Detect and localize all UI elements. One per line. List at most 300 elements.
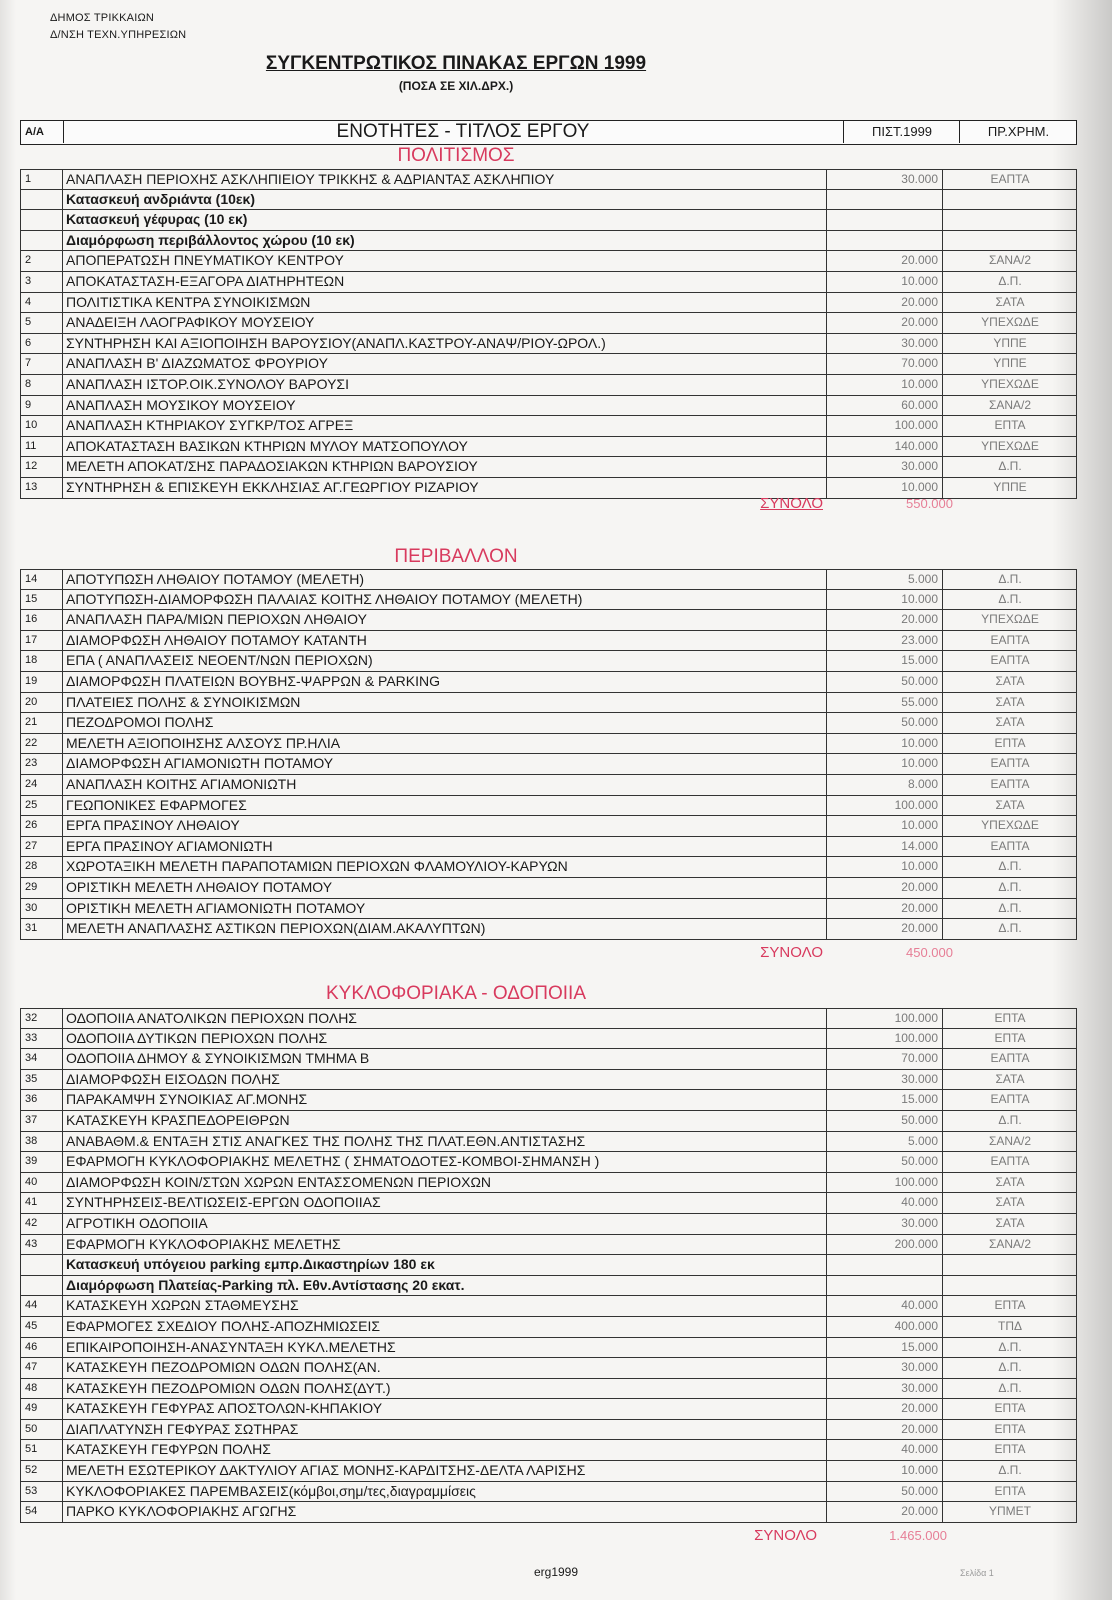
table-row bbox=[20, 1502, 1077, 1523]
table-row bbox=[20, 416, 1077, 437]
table-row bbox=[20, 878, 1077, 899]
table-row bbox=[20, 1482, 1077, 1503]
row-funding-source bbox=[942, 231, 1077, 251]
org-line-1: ΔΗΜΟΣ ΤΡΙΚΚΑΙΩΝ bbox=[50, 12, 155, 24]
row-title: Κατασκευή υπόγειου parking εμπρ.Δικαστηρίων 180 εκ bbox=[66, 1256, 435, 1273]
row-credit: 10.000 bbox=[826, 754, 942, 774]
row-number: 23 bbox=[21, 754, 63, 774]
row-funding-source: ΣΑΤΑ bbox=[942, 693, 1077, 713]
row-number: 12 bbox=[21, 457, 63, 477]
section-rows-perivallon bbox=[20, 569, 1077, 940]
row-title: ΜΕΛΕΤΗ ΕΣΩΤΕΡΙΚΟΥ ΔΑΚΤΥΛΙΟΥ ΑΓΙΑΣ ΜΟΝΗΣ-ΚΑΡΔΙΤΣΗΣ-ΔΕΛΤΑ ΛΑΡΙΣΗΣ bbox=[66, 1462, 586, 1479]
header-pist: ΠΙΣΤ.1999 bbox=[843, 121, 960, 143]
row-credit: 100.000 bbox=[826, 1029, 942, 1049]
row-credit: 20.000 bbox=[826, 878, 942, 898]
row-funding-source: ΕΑΠΤΑ bbox=[942, 837, 1077, 857]
row-credit: 30.000 bbox=[826, 1214, 942, 1234]
row-funding-source: ΥΠΕΧΩΔΕ bbox=[942, 437, 1077, 457]
table-header bbox=[20, 120, 1077, 145]
row-title: ΠΑΡΑΚΑΜΨΗ ΣΥΝΟΙΚΙΑΣ ΑΓ.ΜΟΝΗΣ bbox=[66, 1091, 308, 1108]
row-number: 5 bbox=[21, 313, 63, 333]
table-row bbox=[20, 1399, 1077, 1420]
row-credit: 30.000 bbox=[826, 1379, 942, 1399]
row-number: 37 bbox=[21, 1111, 63, 1131]
row-credit: 10.000 bbox=[826, 590, 942, 610]
row-credit: 40.000 bbox=[826, 1193, 942, 1213]
row-title: ΚΑΤΑΣΚΕΥΗ ΚΡΑΣΠΕΔΟΡΕΙΘΡΩΝ bbox=[66, 1111, 290, 1128]
row-credit: 20.000 bbox=[826, 1420, 942, 1440]
row-number: 43 bbox=[21, 1235, 63, 1255]
table-row bbox=[20, 1420, 1077, 1441]
table-row bbox=[20, 754, 1077, 775]
row-credit: 50.000 bbox=[826, 1482, 942, 1502]
row-title: Διαμόρφωση Πλατείας-Parking πλ. Εθν.Αντίστασης 20 εκατ. bbox=[66, 1276, 465, 1293]
table-row bbox=[20, 1317, 1077, 1338]
row-number: 54 bbox=[21, 1502, 63, 1522]
row-number: 39 bbox=[21, 1152, 63, 1172]
row-credit bbox=[826, 210, 942, 230]
row-credit: 50.000 bbox=[826, 713, 942, 733]
row-number: 7 bbox=[21, 354, 63, 374]
row-title: ΑΠΟΚΑΤΑΣΤΑΣΗ-ΕΞΑΓΟΡΑ ΔΙΑΤΗΡΗΤΕΩΝ bbox=[66, 272, 345, 289]
row-title: ΔΙΑΠΛΑΤΥΝΣΗ ΓΕΦΥΡΑΣ ΣΩΤΗΡΑΣ bbox=[66, 1420, 299, 1437]
table-row bbox=[20, 1029, 1077, 1050]
row-credit: 70.000 bbox=[826, 354, 942, 374]
header-aa: Α/Α bbox=[25, 126, 44, 138]
row-credit: 10.000 bbox=[826, 272, 942, 292]
table-row bbox=[20, 1008, 1077, 1029]
row-funding-source bbox=[942, 210, 1077, 230]
row-credit bbox=[826, 231, 942, 251]
row-title: ΕΡΓΑ ΠΡΑΣΙΝΟΥ ΑΓΙΑΜΟΝΙΩΤΗ bbox=[66, 837, 273, 854]
row-funding-source: ΣΑΝΑ/2 bbox=[942, 1235, 1077, 1255]
row-funding-source: ΣΑΤΑ bbox=[942, 293, 1077, 313]
row-credit: 20.000 bbox=[826, 251, 942, 271]
row-funding-source: ΣΑΤΑ bbox=[942, 1070, 1077, 1090]
row-number: 18 bbox=[21, 651, 63, 671]
row-title: ΚΑΤΑΣΚΕΥΗ ΠΕΖΟΔΡΟΜΙΩΝ ΟΔΩΝ ΠΟΛΗΣ(ΑΝ. bbox=[66, 1359, 381, 1376]
row-funding-source: ΣΑΤΑ bbox=[942, 1214, 1077, 1234]
row-number: 34 bbox=[21, 1049, 63, 1069]
row-funding-source: Δ.Π. bbox=[942, 590, 1077, 610]
row-number: 24 bbox=[21, 775, 63, 795]
row-number bbox=[21, 190, 63, 210]
row-title: ΜΕΛΕΤΗ ΑΝΑΠΛΑΣΗΣ ΑΣΤΙΚΩΝ ΠΕΡΙΟΧΩΝ(ΔΙΑΜ.ΑΚΑΛΥΠΤΩΝ) bbox=[66, 920, 486, 937]
section-rows-politismos bbox=[20, 169, 1077, 499]
row-credit: 20.000 bbox=[826, 313, 942, 333]
row-title: ΑΝΑΠΛΑΣΗ ΚΤΗΡΙΑΚΟΥ ΣΥΓΚΡ/ΤΟΣ ΑΓΡΕΞ bbox=[66, 417, 354, 434]
row-credit: 50.000 bbox=[826, 672, 942, 692]
table-row bbox=[20, 857, 1077, 878]
row-funding-source: ΕΠΤΑ bbox=[942, 1296, 1077, 1316]
row-credit: 10.000 bbox=[826, 478, 942, 498]
row-funding-source: ΕΑΠΤΑ bbox=[942, 631, 1077, 651]
row-credit: 400.000 bbox=[826, 1317, 942, 1337]
table-row bbox=[20, 775, 1077, 796]
row-title: ΑΠΟΤΥΠΩΣΗ-ΔΙΑΜΟΡΦΩΣΗ ΠΑΛΑΙΑΣ ΚΟΙΤΗΣ ΛΗΘΑΙΟΥ ΠΟΤΑΜΟΥ (ΜΕΛΕΤΗ) bbox=[66, 590, 583, 607]
row-number bbox=[21, 210, 63, 230]
row-credit: 50.000 bbox=[826, 1111, 942, 1131]
row-title: ΣΥΝΤΗΡΗΣΗ ΚΑΙ ΑΞΙΟΠΟΙΗΣΗ ΒΑΡΟΥΣΙΟΥ(ΑΝΑΠΛ.ΚΑΣΤΡΟΥ-ΑΝΑΨ/ΡΙΟΥ-ΩΡΟΛ.) bbox=[66, 334, 606, 351]
table-row bbox=[20, 1358, 1077, 1379]
row-credit: 20.000 bbox=[826, 919, 942, 939]
table-row bbox=[20, 272, 1077, 293]
row-credit: 200.000 bbox=[826, 1235, 942, 1255]
row-number: 29 bbox=[21, 878, 63, 898]
header-title: ΕΝΟΤΗΤΕΣ - ΤΙΤΛΟΣ ΕΡΓΟΥ bbox=[336, 121, 590, 142]
table-row bbox=[20, 293, 1077, 314]
table-row bbox=[20, 231, 1077, 252]
table-row bbox=[20, 1049, 1077, 1070]
table-row bbox=[20, 569, 1077, 590]
document-title: ΣΥΓΚΕΝΤΡΩΤΙΚΟΣ ΠΙΝΑΚΑΣ ΕΡΓΩΝ 1999 bbox=[265, 53, 647, 74]
row-credit: 14.000 bbox=[826, 837, 942, 857]
row-number: 30 bbox=[21, 899, 63, 919]
table-row bbox=[20, 1276, 1077, 1297]
row-title: ΑΝΑΠΛΑΣΗ ΚΟΙΤΗΣ ΑΓΙΑΜΟΝΙΩΤΗ bbox=[66, 775, 297, 792]
table-row bbox=[20, 590, 1077, 611]
row-number: 38 bbox=[21, 1132, 63, 1152]
row-number: 2 bbox=[21, 251, 63, 271]
row-credit: 30.000 bbox=[826, 1070, 942, 1090]
row-number: 41 bbox=[21, 1193, 63, 1213]
section-rows-kykloforiaka bbox=[20, 1008, 1077, 1523]
row-number: 21 bbox=[21, 713, 63, 733]
document-subtitle: (ΠΟΣΑ ΣΕ ΧΙΛ.ΔΡΧ.) bbox=[398, 79, 514, 93]
row-number: 42 bbox=[21, 1214, 63, 1234]
total-value: 450.000 bbox=[906, 945, 953, 960]
row-credit: 10.000 bbox=[826, 1461, 942, 1481]
table-row bbox=[20, 313, 1077, 334]
row-funding-source: ΕΑΠΤΑ bbox=[942, 651, 1077, 671]
row-title: ΧΩΡΟΤΑΞΙΚΗ ΜΕΛΕΤΗ ΠΑΡΑΠΟΤΑΜΙΩΝ ΠΕΡΙΟΧΩΝ ΦΛΑΜΟΥΛΙΟΥ-ΚΑΡΥΩΝ bbox=[66, 858, 568, 875]
row-number: 8 bbox=[21, 375, 63, 395]
row-credit: 55.000 bbox=[826, 693, 942, 713]
row-number: 10 bbox=[21, 416, 63, 436]
row-funding-source: Δ.Π. bbox=[942, 1379, 1077, 1399]
row-number: 28 bbox=[21, 857, 63, 877]
row-funding-source: ΕΠΤΑ bbox=[942, 1009, 1077, 1028]
footer-file-name: erg1999 bbox=[533, 1565, 579, 1579]
row-number: 47 bbox=[21, 1358, 63, 1378]
row-number: 48 bbox=[21, 1379, 63, 1399]
table-row bbox=[20, 1461, 1077, 1482]
row-funding-source: Δ.Π. bbox=[942, 857, 1077, 877]
row-credit: 30.000 bbox=[826, 170, 942, 189]
row-credit: 30.000 bbox=[826, 457, 942, 477]
footer-page-mark: Σελίδα 1 bbox=[960, 1568, 994, 1578]
row-title: ΕΦΑΡΜΟΓΗ ΚΥΚΛΟΦΟΡΙΑΚΗΣ ΜΕΛΕΤΗΣ bbox=[66, 1235, 341, 1252]
table-row bbox=[20, 693, 1077, 714]
row-title: ΣΥΝΤΗΡΗΣΕΙΣ-ΒΕΛΤΙΩΣΕΙΣ-ΕΡΓΩΝ ΟΔΟΠΟΙΙΑΣ bbox=[66, 1194, 381, 1211]
row-credit: 10.000 bbox=[826, 816, 942, 836]
row-funding-source: ΕΠΤΑ bbox=[942, 734, 1077, 754]
table-row bbox=[20, 1338, 1077, 1359]
row-number: 50 bbox=[21, 1420, 63, 1440]
table-row bbox=[20, 610, 1077, 631]
row-number: 1 bbox=[21, 170, 63, 189]
table-row bbox=[20, 1440, 1077, 1461]
row-title: ΜΕΛΕΤΗ ΑΞΙΟΠΟΙΗΣΗΣ ΑΛΣΟΥΣ ΠΡ.ΗΛΙΑ bbox=[66, 734, 341, 751]
table-row bbox=[20, 1193, 1077, 1214]
row-credit: 15.000 bbox=[826, 651, 942, 671]
row-funding-source: Δ.Π. bbox=[942, 1338, 1077, 1358]
row-number: 35 bbox=[21, 1070, 63, 1090]
table-row bbox=[20, 631, 1077, 652]
row-credit bbox=[826, 1255, 942, 1275]
row-funding-source: Δ.Π. bbox=[942, 272, 1077, 292]
row-number: 40 bbox=[21, 1173, 63, 1193]
section-title-perivallon: ΠΕΡΙΒΑΛΛΟΝ bbox=[394, 546, 518, 567]
row-title: ΑΠΟΠΕΡΑΤΩΣΗ ΠΝΕΥΜΑΤΙΚΟΥ ΚΕΝΤΡΟΥ bbox=[66, 252, 344, 269]
row-title: ΕΦΑΡΜΟΓΕΣ ΣΧΕΔΙΟΥ ΠΟΛΗΣ-ΑΠΟΖΗΜΙΩΣΕΙΣ bbox=[66, 1317, 380, 1334]
row-credit: 60.000 bbox=[826, 396, 942, 416]
row-credit: 70.000 bbox=[826, 1049, 942, 1069]
table-row bbox=[20, 796, 1077, 817]
row-funding-source: Δ.Π. bbox=[942, 1461, 1077, 1481]
table-row bbox=[20, 169, 1077, 190]
table-row bbox=[20, 651, 1077, 672]
row-title: ΔΙΑΜΟΡΦΩΣΗ ΛΗΘΑΙΟΥ ΠΟΤΑΜΟΥ ΚΑΤΑΝΤΗ bbox=[66, 631, 367, 648]
row-credit: 15.000 bbox=[826, 1338, 942, 1358]
row-title: ΑΠΟΚΑΤΑΣΤΑΣΗ ΒΑΣΙΚΩΝ ΚΤΗΡΙΩΝ ΜΥΛΟΥ ΜΑΤΣΟΠΟΥΛΟΥ bbox=[66, 437, 468, 454]
row-number: 45 bbox=[21, 1317, 63, 1337]
row-title: Διαμόρφωση περιβάλλοντος χώρου (10 εκ) bbox=[66, 231, 355, 248]
row-funding-source: ΥΠΕΧΩΔΕ bbox=[942, 610, 1077, 630]
table-row bbox=[20, 210, 1077, 231]
row-funding-source: ΥΠΕΧΩΔΕ bbox=[942, 816, 1077, 836]
row-funding-source: ΥΠΠΕ bbox=[942, 354, 1077, 374]
row-title: ΑΓΡΟΤΙΚΗ ΟΔΟΠΟΙΙΑ bbox=[66, 1214, 208, 1231]
table-row bbox=[20, 672, 1077, 693]
row-title: ΕΡΓΑ ΠΡΑΣΙΝΟΥ ΛΗΘΑΙΟΥ bbox=[66, 817, 240, 834]
row-credit: 10.000 bbox=[826, 857, 942, 877]
row-credit: 8.000 bbox=[826, 775, 942, 795]
row-credit: 40.000 bbox=[826, 1440, 942, 1460]
row-title: ΚΑΤΑΣΚΕΥΗ ΠΕΖΟΔΡΟΜΙΩΝ ΟΔΩΝ ΠΟΛΗΣ(ΔΥΤ.) bbox=[66, 1379, 391, 1396]
row-title: Κατασκευή ανδριάντα (10εκ) bbox=[66, 190, 256, 207]
total-label: ΣΥΝΟΛΟ bbox=[760, 495, 823, 512]
table-row bbox=[20, 919, 1077, 940]
row-funding-source: ΕΑΠΤΑ bbox=[942, 1049, 1077, 1069]
row-number bbox=[21, 231, 63, 251]
row-funding-source bbox=[942, 190, 1077, 210]
row-funding-source: ΕΑΠΤΑ bbox=[942, 170, 1077, 189]
row-number: 14 bbox=[21, 570, 63, 589]
row-funding-source: ΥΠΜΕΤ bbox=[942, 1502, 1077, 1522]
table-row bbox=[20, 1111, 1077, 1132]
row-funding-source: ΕΠΤΑ bbox=[942, 1029, 1077, 1049]
row-funding-source: ΕΠΤΑ bbox=[942, 1440, 1077, 1460]
row-title: ΠΑΡΚΟ ΚΥΚΛΟΦΟΡΙΑΚΗΣ ΑΓΩΓΗΣ bbox=[66, 1503, 297, 1520]
row-title: ΑΝΑΠΛΑΣΗ ΠΕΡΙΟΧΗΣ ΑΣΚΛΗΠΙΕΙΟΥ ΤΡΙΚΚΗΣ & ΑΔΡΙΑΝΤΑΣ ΑΣΚΛΗΠΙΟΥ bbox=[66, 171, 555, 187]
row-title: ΑΠΟΤΥΠΩΣΗ ΛΗΘΑΙΟΥ ΠΟΤΑΜΟΥ (ΜΕΛΕΤΗ) bbox=[66, 571, 365, 587]
row-funding-source: ΕΠΤΑ bbox=[942, 1399, 1077, 1419]
row-funding-source: Δ.Π. bbox=[942, 919, 1077, 939]
table-row bbox=[20, 1090, 1077, 1111]
row-funding-source bbox=[942, 1276, 1077, 1296]
total-label: ΣΥΝΟΛΟ bbox=[754, 1527, 817, 1544]
table-row bbox=[20, 334, 1077, 355]
row-funding-source: ΣΑΝΑ/2 bbox=[942, 396, 1077, 416]
row-funding-source: ΥΠΠΕ bbox=[942, 478, 1077, 498]
row-funding-source: Δ.Π. bbox=[942, 570, 1077, 589]
row-funding-source: Δ.Π. bbox=[942, 899, 1077, 919]
table-row bbox=[20, 457, 1077, 478]
row-funding-source: ΣΑΤΑ bbox=[942, 672, 1077, 692]
row-title: ΠΕΖΟΔΡΟΜΟΙ ΠΟΛΗΣ bbox=[66, 714, 214, 731]
table-row bbox=[20, 1152, 1077, 1173]
row-credit: 100.000 bbox=[826, 796, 942, 816]
row-funding-source: ΣΑΝΑ/2 bbox=[942, 1132, 1077, 1152]
row-number: 4 bbox=[21, 293, 63, 313]
row-title: ΚΑΤΑΣΚΕΥΗ ΓΕΦΥΡΑΣ ΑΠΟΣΤΟΛΩΝ-ΚΗΠΑΚΙΟΥ bbox=[66, 1400, 383, 1417]
row-title: ΑΝΑΠΛΑΣΗ ΠΑΡΑ/ΜΙΩΝ ΠΕΡΙΟΧΩΝ ΛΗΘΑΙΟΥ bbox=[66, 611, 367, 628]
row-number: 20 bbox=[21, 693, 63, 713]
row-funding-source: ΣΑΤΑ bbox=[942, 713, 1077, 733]
row-funding-source: ΣΑΝΑ/2 bbox=[942, 251, 1077, 271]
row-funding-source: ΥΠΕΧΩΔΕ bbox=[942, 375, 1077, 395]
row-funding-source: ΕΠΤΑ bbox=[942, 416, 1077, 436]
row-title: ΣΥΝΤΗΡΗΣΗ & ΕΠΙΣΚΕΥΗ ΕΚΚΛΗΣΙΑΣ ΑΓ.ΓΕΩΡΓΙΟΥ ΡΙΖΑΡΙΟΥ bbox=[66, 478, 479, 495]
row-number: 25 bbox=[21, 796, 63, 816]
row-title: Κατασκευή γέφυρας (10 εκ) bbox=[66, 211, 248, 228]
table-row bbox=[20, 354, 1077, 375]
row-number: 11 bbox=[21, 437, 63, 457]
row-number: 32 bbox=[21, 1009, 63, 1028]
table-row bbox=[20, 1296, 1077, 1317]
row-number: 36 bbox=[21, 1090, 63, 1110]
row-credit: 20.000 bbox=[826, 1399, 942, 1419]
row-title: ΔΙΑΜΟΡΦΩΣΗ ΑΓΙΑΜΟΝΙΩΤΗ ΠΟΤΑΜΟΥ bbox=[66, 755, 334, 772]
row-credit: 5.000 bbox=[826, 570, 942, 589]
row-funding-source: ΕΠΤΑ bbox=[942, 1482, 1077, 1502]
row-title: ΑΝΑΔΕΙΞΗ ΛΑΟΓΡΑΦΙΚΟΥ ΜΟΥΣΕΙΟΥ bbox=[66, 314, 315, 331]
row-title: ΔΙΑΜΟΡΦΩΣΗ ΠΛΑΤΕΙΩΝ ΒΟΥΒΗΣ-ΨΑΡΡΩΝ & PARKING bbox=[66, 672, 441, 689]
row-title: ΓΕΩΠΟΝΙΚΕΣ ΕΦΑΡΜΟΓΕΣ bbox=[66, 796, 247, 813]
row-title: ΟΡΙΣΤΙΚΗ ΜΕΛΕΤΗ ΑΓΙΑΜΟΝΙΩΤΗ ΠΟΤΑΜΟΥ bbox=[66, 899, 366, 916]
table-row bbox=[20, 396, 1077, 417]
row-credit: 30.000 bbox=[826, 334, 942, 354]
row-funding-source: ΣΑΤΑ bbox=[942, 1173, 1077, 1193]
row-number: 27 bbox=[21, 837, 63, 857]
row-title: ΕΠΑ ( ΑΝΑΠΛΑΣΕΙΣ ΝΕΟΕΝΤ/ΝΩΝ ΠΕΡΙΟΧΩΝ) bbox=[66, 652, 373, 669]
row-number: 26 bbox=[21, 816, 63, 836]
row-credit: 23.000 bbox=[826, 631, 942, 651]
row-credit: 140.000 bbox=[826, 437, 942, 457]
table-row bbox=[20, 734, 1077, 755]
table-row bbox=[20, 899, 1077, 920]
row-credit: 100.000 bbox=[826, 1173, 942, 1193]
row-title: ΑΝΑΠΛΑΣΗ ΙΣΤΟΡ.ΟΙΚ.ΣΥΝΟΛΟΥ ΒΑΡΟΥΣΙ bbox=[66, 375, 349, 392]
row-number: 9 bbox=[21, 396, 63, 416]
row-funding-source: ΣΑΤΑ bbox=[942, 796, 1077, 816]
table-row bbox=[20, 1173, 1077, 1194]
table-row bbox=[20, 437, 1077, 458]
row-credit: 20.000 bbox=[826, 293, 942, 313]
row-funding-source: ΕΠΤΑ bbox=[942, 1420, 1077, 1440]
row-funding-source: ΥΠΕΧΩΔΕ bbox=[942, 313, 1077, 333]
total-value: 1.465.000 bbox=[889, 1528, 947, 1543]
row-title: ΔΙΑΜΟΡΦΩΣΗ ΕΙΣΟΔΩΝ ΠΟΛΗΣ bbox=[66, 1070, 280, 1087]
row-credit: 20.000 bbox=[826, 1502, 942, 1522]
row-title: ΕΦΑΡΜΟΓΗ ΚΥΚΛΟΦΟΡΙΑΚΗΣ ΜΕΛΕΤΗΣ ( ΣΗΜΑΤΟΔΟΤΕΣ-ΚΟΜΒΟΙ-ΣΗΜΑΝΣΗ ) bbox=[66, 1153, 600, 1170]
row-title: ΟΔΟΠΟΙΙΑ ΔΗΜΟΥ & ΣΥΝΟΙΚΙΣΜΩΝ ΤΜΗΜΑ Β bbox=[66, 1050, 370, 1067]
header-prxrim: ΠΡ.ΧΡΗΜ. bbox=[959, 121, 1077, 143]
section-title-politismos: ΠΟΛΙΤΙΣΜΟΣ bbox=[397, 145, 515, 166]
table-row bbox=[20, 190, 1077, 211]
table-row bbox=[20, 1132, 1077, 1153]
row-number: 19 bbox=[21, 672, 63, 692]
row-funding-source: ΤΠΔ bbox=[942, 1317, 1077, 1337]
row-funding-source: ΕΑΠΤΑ bbox=[942, 1090, 1077, 1110]
row-number: 6 bbox=[21, 334, 63, 354]
row-title: ΜΕΛΕΤΗ ΑΠΟΚΑΤ/ΣΗΣ ΠΑΡΑΔΟΣΙΑΚΩΝ ΚΤΗΡΙΩΝ ΒΑΡΟΥΣΙΟΥ bbox=[66, 458, 478, 475]
section-total-perivallon bbox=[733, 943, 953, 963]
row-title: ΑΝΑΠΛΑΣΗ ΜΟΥΣΙΚΟΥ ΜΟΥΣΕΙΟΥ bbox=[66, 396, 296, 413]
org-line-2: Δ/ΝΣΗ ΤΕΧΝ.ΥΠΗΡΕΣΙΩΝ bbox=[50, 29, 187, 41]
row-credit: 20.000 bbox=[826, 899, 942, 919]
table-row bbox=[20, 1214, 1077, 1235]
row-funding-source: ΕΑΠΤΑ bbox=[942, 775, 1077, 795]
row-credit: 50.000 bbox=[826, 1152, 942, 1172]
row-title: ΠΛΑΤΕΙΕΣ ΠΟΛΗΣ & ΣΥΝΟΙΚΙΣΜΩΝ bbox=[66, 693, 301, 710]
row-credit: 40.000 bbox=[826, 1296, 942, 1316]
row-funding-source: ΥΠΠΕ bbox=[942, 334, 1077, 354]
row-funding-source: ΕΑΠΤΑ bbox=[942, 1152, 1077, 1172]
row-number: 22 bbox=[21, 734, 63, 754]
table-row bbox=[20, 251, 1077, 272]
row-number: 15 bbox=[21, 590, 63, 610]
table-row bbox=[20, 1379, 1077, 1400]
section-total-politismos bbox=[733, 494, 953, 514]
row-credit: 10.000 bbox=[826, 375, 942, 395]
row-number bbox=[21, 1276, 63, 1296]
table-row bbox=[20, 1235, 1077, 1256]
row-number: 17 bbox=[21, 631, 63, 651]
row-title: ΟΡΙΣΤΙΚΗ ΜΕΛΕΤΗ ΛΗΘΑΙΟΥ ΠΟΤΑΜΟΥ bbox=[66, 878, 333, 895]
organization-header bbox=[50, 10, 186, 44]
row-credit: 100.000 bbox=[826, 416, 942, 436]
row-funding-source: Δ.Π. bbox=[942, 878, 1077, 898]
row-number: 51 bbox=[21, 1440, 63, 1460]
row-number bbox=[21, 1255, 63, 1275]
row-number: 53 bbox=[21, 1482, 63, 1502]
table-row bbox=[20, 1255, 1077, 1276]
row-funding-source: ΕΑΠΤΑ bbox=[942, 754, 1077, 774]
row-title: ΚΑΤΑΣΚΕΥΗ ΓΕΦΥΡΩΝ ΠΟΛΗΣ bbox=[66, 1441, 271, 1458]
row-credit bbox=[826, 190, 942, 210]
table-row bbox=[20, 375, 1077, 396]
row-funding-source: Δ.Π. bbox=[942, 457, 1077, 477]
table-row bbox=[20, 837, 1077, 858]
row-title: ΟΔΟΠΟΙΙΑ ΑΝΑΤΟΛΙΚΩΝ ΠΕΡΙΟΧΩΝ ΠΟΛΗΣ bbox=[66, 1010, 357, 1026]
row-title: ΚΑΤΑΣΚΕΥΗ ΧΩΡΩΝ ΣΤΑΘΜΕΥΣΗΣ bbox=[66, 1297, 299, 1314]
scan-edge-left bbox=[0, 0, 16, 1600]
row-title: ΟΔΟΠΟΙΙΑ ΔΥΤΙΚΩΝ ΠΕΡΙΟΧΩΝ ΠΟΛΗΣ bbox=[66, 1029, 328, 1046]
row-credit: 15.000 bbox=[826, 1090, 942, 1110]
row-number: 49 bbox=[21, 1399, 63, 1419]
table-row bbox=[20, 816, 1077, 837]
row-title: ΔΙΑΜΟΡΦΩΣΗ ΚΟΙΝ/ΣΤΩΝ ΧΩΡΩΝ ΕΝΤΑΣΣΟΜΕΝΩΝ ΠΕΡΙΟΧΩΝ bbox=[66, 1173, 492, 1190]
table-row bbox=[20, 713, 1077, 734]
table-row bbox=[20, 1070, 1077, 1091]
row-number: 46 bbox=[21, 1338, 63, 1358]
total-value: 550.000 bbox=[906, 496, 953, 511]
row-funding-source: Δ.Π. bbox=[942, 1358, 1077, 1378]
row-credit: 30.000 bbox=[826, 1358, 942, 1378]
row-credit: 5.000 bbox=[826, 1132, 942, 1152]
